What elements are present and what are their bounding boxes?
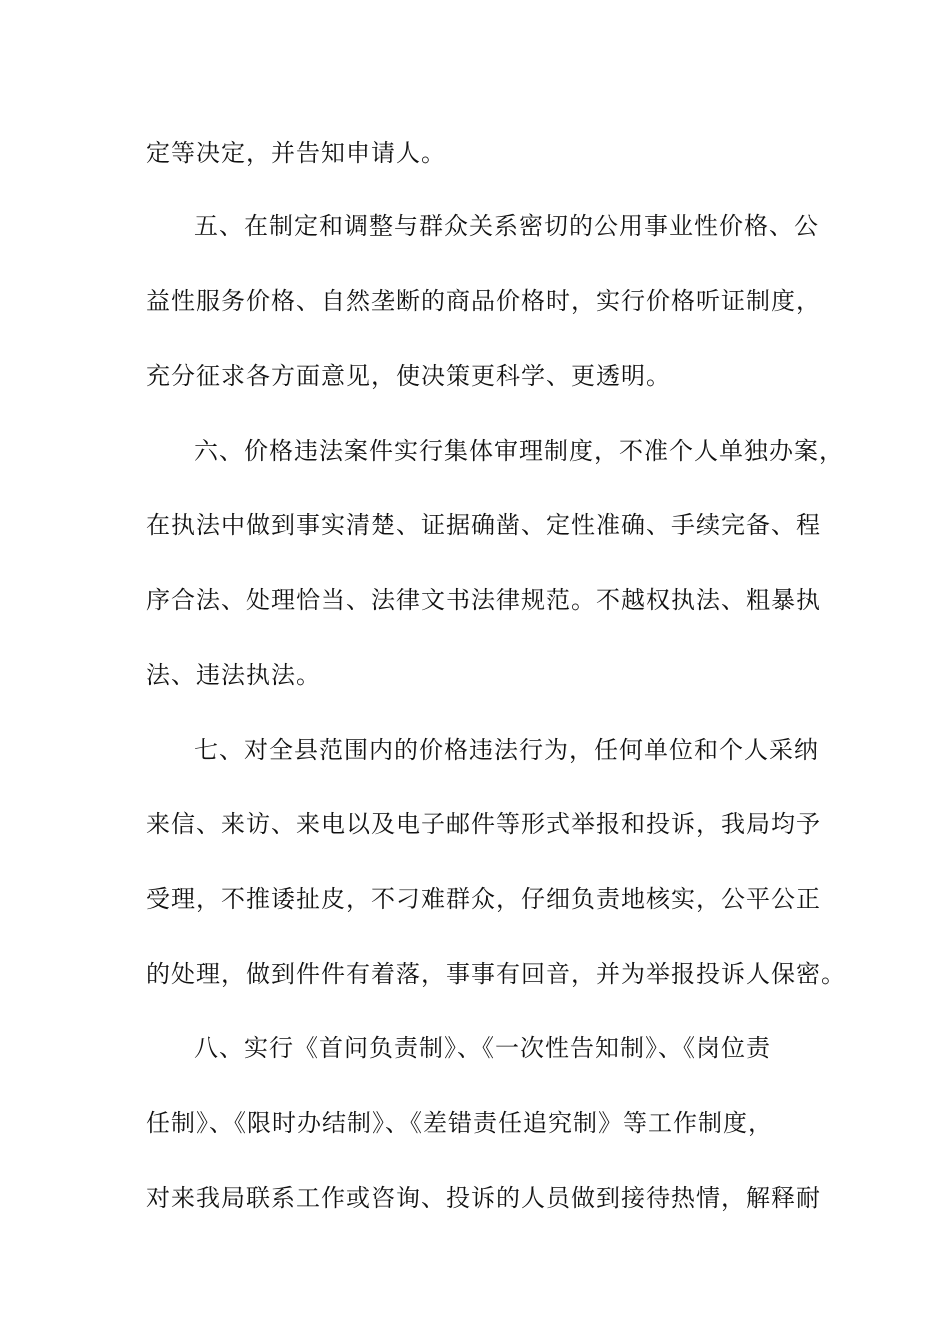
text-line-15: 对来我局联系工作或咨询、投诉的人员做到接待热情，解释耐 bbox=[146, 1184, 821, 1212]
text-line-2: 五、在制定和调整与群众关系密切的公用事业性价格、公 bbox=[194, 212, 819, 240]
text-line-8: 法、违法执法。 bbox=[146, 661, 321, 689]
text-line-1: 定等决定，并告知申请人。 bbox=[146, 139, 446, 167]
text-line-3: 益性服务价格、自然垄断的商品价格时，实行价格听证制度， bbox=[146, 287, 821, 315]
text-line-5: 六、价格违法案件实行集体审理制度，不准个人单独办案， bbox=[194, 437, 844, 465]
text-line-9: 七、对全县范围内的价格违法行为，任何单位和个人采纳 bbox=[194, 736, 819, 764]
text-line-13: 八、实行《首问负责制》、《一次性告知制》、《岗位责 bbox=[194, 1034, 771, 1062]
text-line-12: 的处理，做到件件有着落，事事有回音，并为举报投诉人保密。 bbox=[146, 960, 846, 988]
text-line-7: 序合法、处理恰当、法律文书法律规范。不越权执法、粗暴执 bbox=[146, 586, 821, 614]
text-line-14: 任制》、《限时办结制》、《差错责任追究制》等工作制度， bbox=[146, 1109, 773, 1137]
text-line-11: 受理，不推诿扯皮，不刁难群众，仔细负责地核实，公平公正 bbox=[146, 885, 821, 913]
text-line-10: 来信、来访、来电以及电子邮件等形式举报和投诉，我局均予 bbox=[146, 810, 821, 838]
text-line-4: 充分征求各方面意见，使决策更科学、更透明。 bbox=[146, 362, 671, 390]
text-line-6: 在执法中做到事实清楚、证据确凿、定性准确、手续完备、程 bbox=[146, 511, 821, 539]
